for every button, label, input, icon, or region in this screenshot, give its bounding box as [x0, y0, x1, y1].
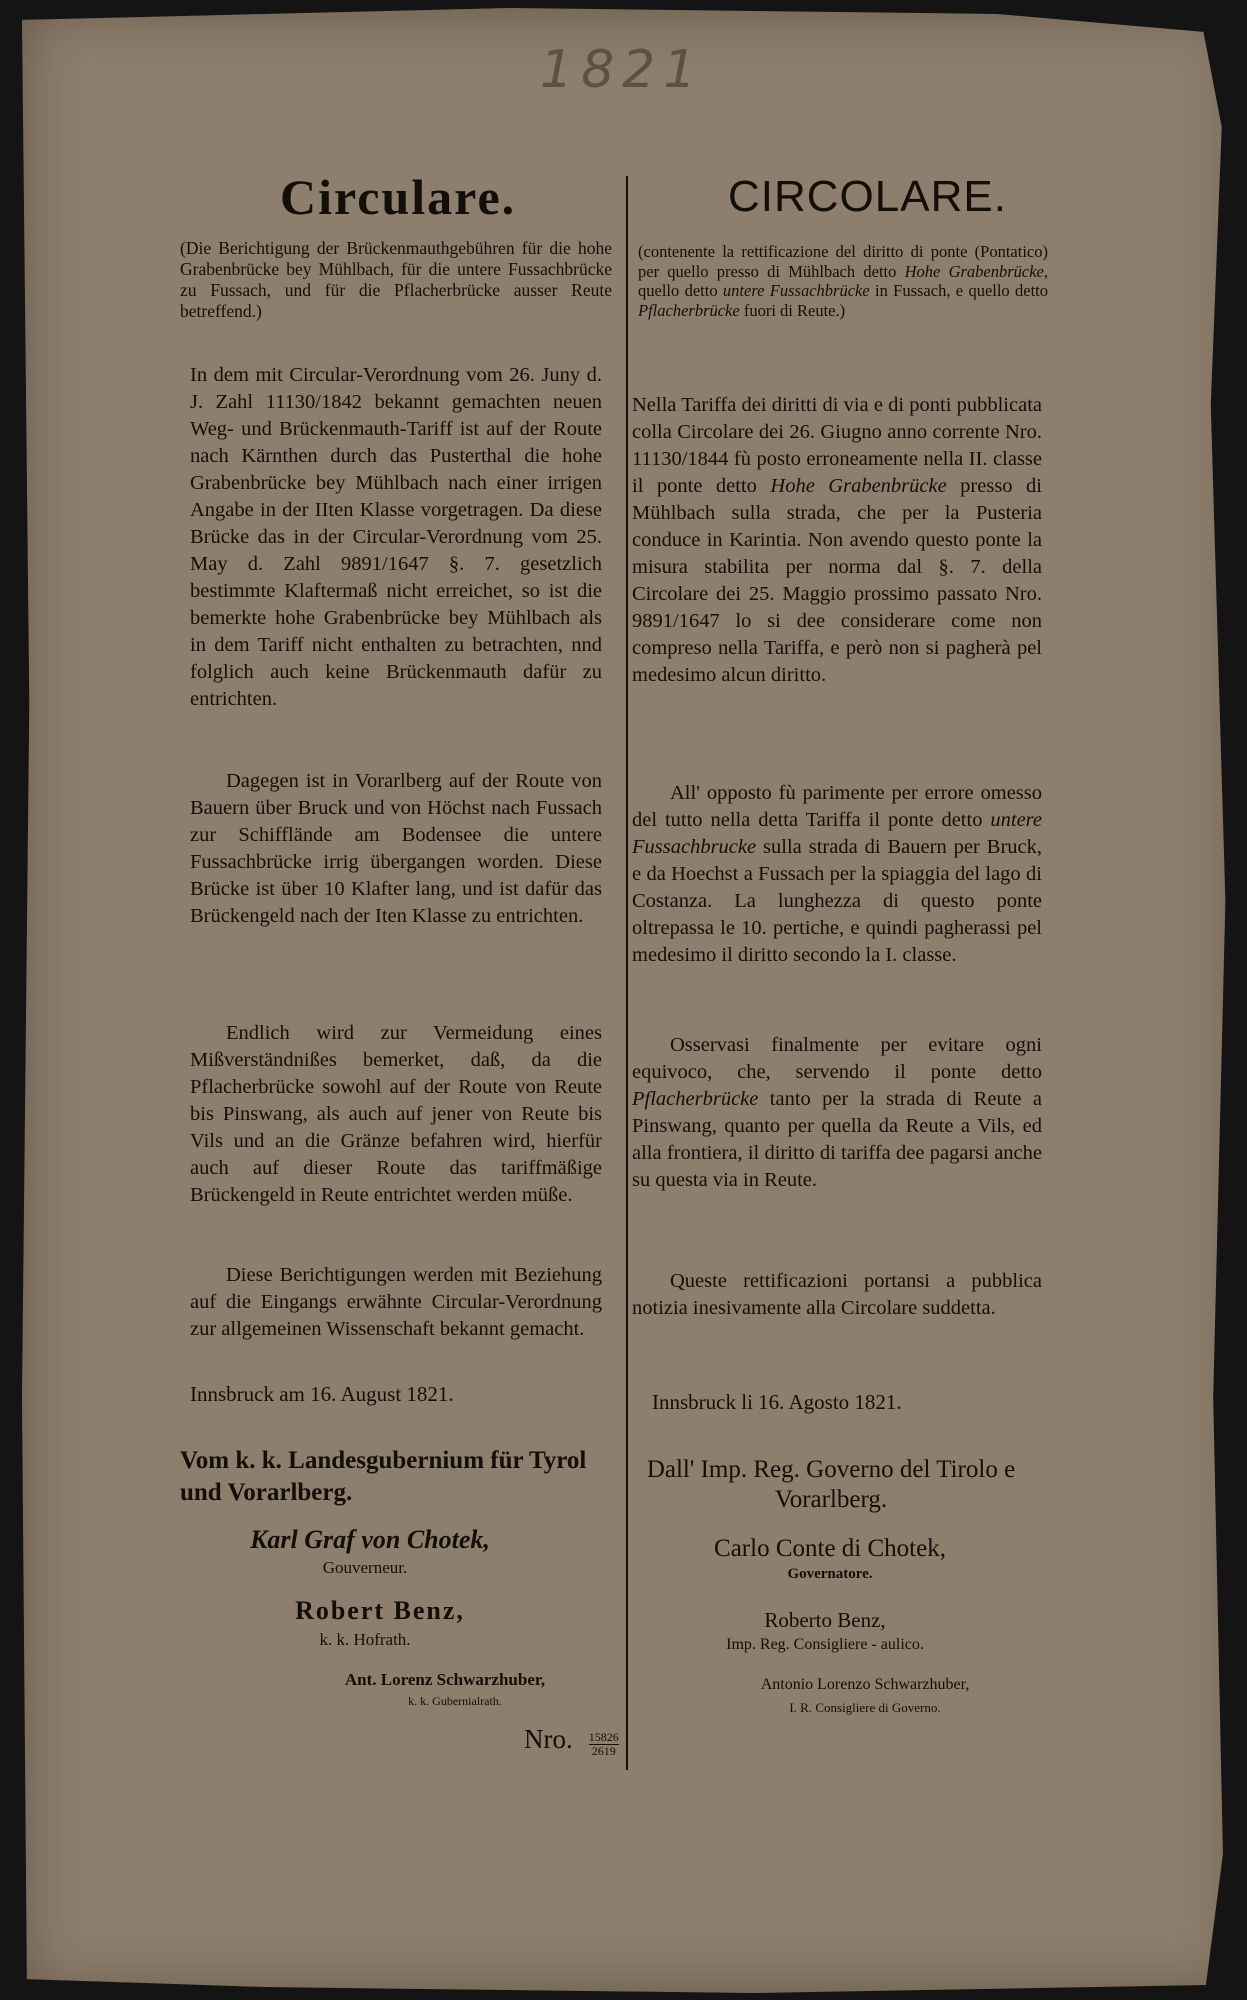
german-signer-3-title: k. k. Gubernialrath.	[408, 1694, 502, 1708]
italian-signer-3-title: I. R. Consigliere di Governo.	[789, 1700, 941, 1715]
german-authority: Vom k. k. Landesgubernium für Tyrol und Vorarlberg.	[180, 1447, 587, 1506]
german-signer-2-name: Robert Benz,	[295, 1596, 465, 1625]
german-signer-2-title: k. k. Hofrath.	[319, 1630, 411, 1649]
document-number-top: 15826	[588, 1729, 619, 1744]
italian-paragraph-1: Nella Tariffa dei diritti di via e di ponti pubblicata colla Circolare dei 26. Giugno anno corrente Nro. 11130/1844 fù posto erroneamente nella II. classe il ponte detto Hohe Grabenbrücke presso di Mühlbach sulla strada, che per la Pusteria conduce in Karintia. Non avendo questo ponte la misura stabilita per norma dal §. 7. della Circolare dei 25. Maggio prossimo passato Nro. 9891/1647 lo si dee considerare come non compreso nella Tariffa, e però non si pagherà pel medesimo alcun diritto.	[632, 394, 1042, 686]
german-date-line: Innsbruck am 16. August 1821.	[190, 1382, 454, 1406]
document-number-fraction	[589, 1731, 619, 1758]
italian-signer-2-title: Imp. Reg. Consigliere - aulico.	[726, 1636, 924, 1653]
document-number-bottom: 2619	[591, 1743, 616, 1758]
italian-subtitle: (contenente la rettificazione del diritto di ponte (Pontatico) per quello presso di Mühlbach detto Hohe Grabenbrücke, quello detto untere Fussachbrücke in Fussach, e quello detto Pflacherbrücke fuori di Reute.)	[638, 242, 1049, 320]
italian-title: CIRCOLARE.	[728, 172, 1007, 221]
german-paragraph-4: Diese Berichtigungen werden mit Beziehung auf die Eingangs erwähnte Circular-Verordnung zur allgemeinen Wissenschaft bekannt gemacht.	[190, 1264, 602, 1340]
column-divider	[626, 176, 628, 1770]
italian-signer-1-name: Carlo Conte di Chotek,	[714, 1535, 946, 1562]
document-number-label: Nro.	[524, 1724, 573, 1754]
pencil-annotation-year: 1821	[540, 40, 705, 100]
german-signer-1-title: Gouverneur.	[322, 1558, 408, 1577]
german-subtitle: (Die Berichtigung der Brückenmauthgebühren für die hohe Grabenbrücke bey Mühlbach, für die untere Fussachbrücke zu Fussach, und für die Pflacherbrücke ausser Reute betreffend.)	[180, 238, 612, 321]
italian-signer-3-name: Antonio Lorenzo Schwarzhuber,	[760, 1676, 970, 1693]
document-number	[524, 1724, 619, 1758]
italian-paragraph-4: Queste rettificazioni portansi a pubblica notizia inesivamente alla Circolare suddetta.	[632, 1270, 1042, 1319]
italian-date-line: Innsbruck li 16. Agosto 1821.	[652, 1390, 902, 1414]
italian-paragraph-2: All' opposto fù parimente per errore omesso del tutto nella detta Tariffa il ponte detto untere Fussachbrucke sulla strada di Bauern per Bruck, e da Hoechst a Fussach per la spiaggia del lago di Costanza. La lunghezza di questo ponte oltrepassa le 10. pertiche, e quindi pagherassi pel medesimo il diritto secondo la I. classe.	[632, 782, 1042, 966]
german-signer-1-name: Karl Graf von Chotek,	[250, 1525, 490, 1554]
italian-paragraph-3: Osservasi finalmente per evitare ogni equivoco, che, servendo il ponte detto Pflacherbrücke tanto per la strada di Reute a Pinswang, quanto per quella da Reute a Vils, ed alla frontiera, il diritto di tariffa dee pagarsi anche su questa via in Reute.	[632, 1034, 1042, 1191]
german-paragraph-1: In dem mit Circular-Verordnung vom 26. Juny d. J. Zahl 11130/1842 bekannt gemachten neuen Weg- und Brückenmauth-Tariff ist auf der Route nach Kärnthen durch das Pusterthal die hohe Grabenbrücke bey Mühlbach nach einer irrigen Angabe in der IIten Klasse vorgetragen. Da diese Brücke das in der Circular-Verordnung vom 25. May d. Zahl 9891/1647 §. 7. gesetzlich bestimmte Klaftermaß nicht erreichet, so ist die bemerkte hohe Grabenbrücke bey Mühlbach als in dem Tariff nicht enthalten zu betrachten, nnd folglich auch keine Brückenmauth dafür zu entrichten.	[190, 364, 602, 710]
german-signer-3-name: Ant. Lorenz Schwarzhuber,	[344, 1670, 546, 1689]
italian-authority: Dall' Imp. Reg. Governo del Tirolo e Vorarlberg.	[646, 1456, 1016, 1513]
italian-signer-1-title: Governatore.	[787, 1566, 873, 1582]
german-title: Circulare.	[280, 169, 517, 225]
italian-signer-2-name: Roberto Benz,	[764, 1608, 886, 1632]
german-paragraph-2: Dagegen ist in Vorarlberg auf der Route von Bauern über Bruck und von Höchst nach Fussach zur Schifflände am Bodensee die untere Fussachbrücke irrig übergangen worden. Diese Brücke ist über 10 Klafter lang, und ist dafür das Brückengeld nach der Iten Klasse zu entrichten.	[190, 770, 602, 927]
german-paragraph-3: Endlich wird zur Vermeidung eines Mißverständnißes bemerket, daß, da die Pflacherbrücke sowohl auf der Route von Reute bis Pinswang, als auch auf jener von Reute bis Vils und an die Gränze befahren wird, hierfür auch auf dieser Route das tariffmäßige Brückengeld in Reute entrichtet werden müße.	[190, 1022, 602, 1206]
